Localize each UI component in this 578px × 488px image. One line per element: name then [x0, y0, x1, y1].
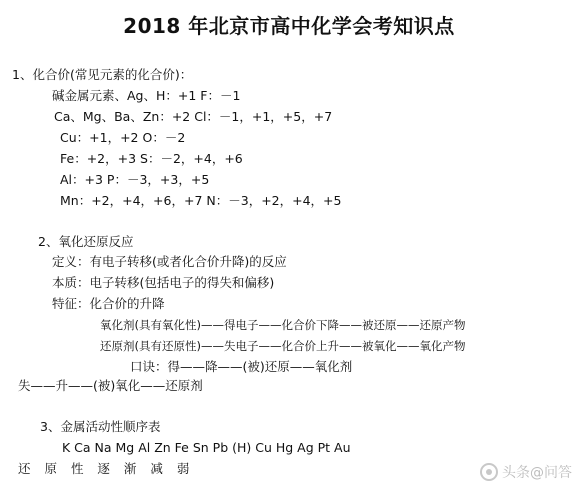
section2-heading: 2、氧化还原反应: [38, 234, 134, 249]
valence-row: Fe：+2，+3 S：－2，+4，+6: [60, 151, 243, 166]
reductant-chain: 还原剂(具有还原性)——失电子——化合价上升——被氧化——氧化产物: [100, 339, 466, 353]
valence-row: Mn：+2，+4，+6，+7 N：－3，+2，+4，+5: [60, 193, 342, 208]
redox-feature: 特征：化合价的升降: [52, 296, 165, 311]
valence-row: 碱金属元素、Ag、H：+1 F：－1: [52, 88, 241, 103]
redox-mnemonic: 口诀：得——降——(被)还原——氧化剂: [130, 359, 353, 374]
redox-mnemonic-2: 失——升——(被)氧化——还原剂: [18, 378, 203, 393]
valence-row: Ca、Mg、Ba、Zn：+2 Cl：－1，+1，+5，+7: [54, 109, 333, 124]
valence-row: Cu：+1，+2 O：－2: [60, 130, 186, 145]
section3-heading: 3、金属活动性顺序表: [40, 419, 161, 434]
toutiao-logo-icon: [480, 463, 498, 481]
reducibility-trend: 还 原 性 逐 渐 减 弱: [18, 461, 195, 476]
section1-heading: 1、化合价(常见元素的化合价)：: [12, 67, 193, 82]
redox-essence: 本质：电子转移(包括电子的得失和偏移): [52, 275, 275, 290]
metal-activity-series: K Ca Na Mg Al Zn Fe Sn Pb (H) Cu Hg Ag Pt Au: [62, 440, 351, 455]
watermark: [480, 462, 572, 482]
document-title: 2018 年北京市高中化学会考知识点: [123, 14, 455, 38]
watermark-text: 头条@问答: [502, 465, 572, 481]
redox-definition: 定义：有电子转移(或者化合价升降)的反应: [52, 254, 287, 269]
oxidant-chain: 氧化剂(具有氧化性)——得电子——化合价下降——被还原——还原产物: [100, 318, 466, 332]
valence-row: Al：+3 P：－3，+3，+5: [60, 172, 210, 187]
